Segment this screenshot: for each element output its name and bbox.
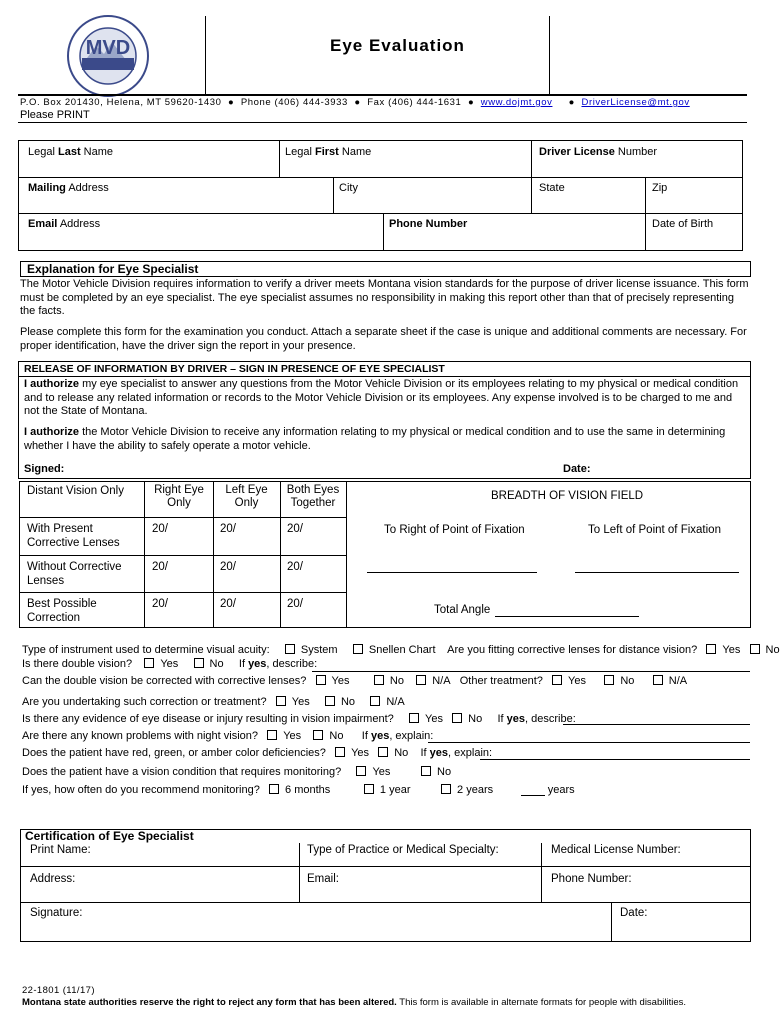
with-lenses-both[interactable]: 20/ [287, 523, 303, 535]
practice-field[interactable]: Type of Practice or Medical Specialty: [307, 844, 499, 856]
zip-field[interactable]: Zip [652, 182, 668, 194]
cert-phone-field[interactable]: Phone Number: [551, 873, 632, 885]
cert-address-field[interactable]: Address: [30, 873, 76, 885]
breadth-title: BREADTH OF VISION FIELD [491, 490, 644, 502]
col-left-eye: Left Eye Only [225, 484, 268, 509]
custom-years-input[interactable] [521, 786, 545, 796]
release-para-1: I authorize my eye specialist to answer any questions from the Motor Vehicle Division or its employees relating to my physical or medical condition and to release any related information or records to the Motor Vehicle Division or its employees. Any expense involved is to be charged to me and not the State of Montana. [24, 378, 739, 417]
other-treatment-na-checkbox[interactable] [653, 675, 663, 685]
signed-field[interactable]: Signed: [24, 463, 65, 475]
dob-field[interactable]: Date of Birth [652, 218, 714, 230]
night-vision-explain-input[interactable] [428, 742, 750, 743]
page-title: Eye Evaluation [330, 36, 465, 55]
question-double-correction: Can the double vision be corrected with corrective lenses? Yes No N/A Other treatment? Yes No N/A [22, 675, 688, 687]
double-correct-na-checkbox[interactable] [416, 675, 426, 685]
double-vision-describe-input[interactable] [312, 671, 750, 672]
fitting-yes-checkbox[interactable] [706, 644, 716, 654]
print-note: Please PRINT [20, 109, 90, 121]
without-lenses-right[interactable]: 20/ [152, 561, 168, 573]
cert-signature-field[interactable]: Signature: [30, 907, 83, 919]
last-name-field[interactable]: Legal Last Name [28, 146, 114, 158]
website-link[interactable]: www.dojmt.gov [480, 97, 553, 108]
address-text: P.O. Box 201430, Helena, MT 59620-1430 [20, 97, 222, 108]
fax-text: Fax (406) 444-1631 [367, 97, 462, 108]
left-of-fixation-input[interactable] [575, 572, 739, 573]
system-checkbox[interactable] [285, 644, 295, 654]
night-vision-yes-checkbox[interactable] [267, 730, 277, 740]
double-vision-yes-checkbox[interactable] [144, 658, 154, 668]
best-correction-right[interactable]: 20/ [152, 598, 168, 610]
city-field[interactable]: City [339, 182, 358, 194]
medical-license-field[interactable]: Medical License Number: [551, 844, 681, 856]
double-correct-no-checkbox[interactable] [374, 675, 384, 685]
release-para-2: I authorize the Motor Vehicle Division to receive any information relating to my physical or medical condition and to use the same in determining whether I have the ability to safely operate a motor vehicle. [24, 426, 726, 452]
double-correct-yes-checkbox[interactable] [316, 675, 326, 685]
double-vision-no-checkbox[interactable] [194, 658, 204, 668]
mailing-address-field[interactable]: Mailing Address [28, 182, 109, 194]
night-vision-no-checkbox[interactable] [313, 730, 323, 740]
certification-heading: Certification of Eye Specialist [25, 829, 194, 843]
eye-disease-describe-input[interactable] [563, 724, 750, 725]
col-distant-vision: Distant Vision Only [27, 485, 124, 497]
email-link[interactable]: DriverLicense@mt.gov [581, 97, 690, 108]
undertaking-na-checkbox[interactable] [370, 696, 380, 706]
undertaking-yes-checkbox[interactable] [276, 696, 286, 706]
cert-date-field[interactable]: Date: [620, 907, 648, 919]
print-name-field[interactable]: Print Name: [30, 844, 91, 856]
with-lenses-right[interactable]: 20/ [152, 523, 168, 535]
without-lenses-left[interactable]: 20/ [220, 561, 236, 573]
right-of-fixation-input[interactable] [367, 572, 537, 573]
total-angle-label: Total Angle [434, 604, 491, 616]
question-monitoring: Does the patient have a vision condition that requires monitoring? Yes No [22, 766, 452, 778]
explanation-para-1: The Motor Vehicle Division requires information to verify a driver meets Montana vision standards for the purpose of driver license issuance. This form must be completed by an eye specialist. The eye specialist assumes no responsibility in making this report other than that of precisely representing the facts. [20, 278, 749, 317]
eye-disease-yes-checkbox[interactable] [409, 713, 419, 723]
mvd-seal-icon [66, 14, 150, 98]
six-months-checkbox[interactable] [269, 784, 279, 794]
two-years-checkbox[interactable] [441, 784, 451, 794]
question-undertaking: Are you undertaking such correction or treatment? Yes No N/A [22, 696, 405, 708]
total-angle-input[interactable] [495, 616, 639, 617]
question-night-vision: Are there any known problems with night vision? Yes No If yes, explain: [22, 730, 434, 742]
license-number-field[interactable]: Driver License Number [539, 146, 658, 158]
with-lenses-left[interactable]: 20/ [220, 523, 236, 535]
color-explain-input[interactable] [480, 759, 750, 760]
question-instrument: Type of instrument used to determine visual acuity: System Snellen Chart Are you fitting corrective lenses for distance vision? Yes No [22, 644, 780, 656]
question-color-deficiency: Does the patient have red, green, or amber color deficiencies? Yes No If yes, explain: [22, 747, 493, 759]
snellen-checkbox[interactable] [353, 644, 363, 654]
release-heading: RELEASE OF INFORMATION BY DRIVER – SIGN IN PRESENCE OF EYE SPECIALIST [24, 363, 445, 375]
cert-email-field[interactable]: Email: [307, 873, 339, 885]
other-treatment-no-checkbox[interactable] [604, 675, 614, 685]
undertaking-no-checkbox[interactable] [325, 696, 335, 706]
without-lenses-both[interactable]: 20/ [287, 561, 303, 573]
svg-text:MVD: MVD [85, 37, 131, 59]
first-name-field[interactable]: Legal First Name [285, 146, 372, 158]
question-monitoring-frequency: If yes, how often do you recommend monitoring? 6 months 1 year 2 years years [22, 784, 575, 796]
color-yes-checkbox[interactable] [335, 747, 345, 757]
contact-line: P.O. Box 201430, Helena, MT 59620-1430 ● Phone (406) 444-3933 ● Fax (406) 444-1631 ● www.dojmt.gov ● DriverLicense@mt.gov [20, 97, 690, 108]
col-both-eyes: Both Eyes Together [286, 484, 340, 509]
state-field[interactable]: State [539, 182, 565, 194]
explanation-heading: Explanation for Eye Specialist [27, 262, 199, 276]
best-correction-both[interactable]: 20/ [287, 598, 303, 610]
footer-notice: Montana state authorities reserve the right to reject any form that has been altered. This form is available in alternate formats for people with disabilities. [22, 997, 687, 1008]
best-correction-left[interactable]: 20/ [220, 598, 236, 610]
question-double-vision: Is there double vision? Yes No If yes, describe: [22, 658, 318, 670]
row-label-without-lenses: Without Corrective Lenses [27, 561, 122, 587]
phone-number-field[interactable]: Phone Number [389, 218, 468, 230]
form-number: 22-1801 (11/17) [22, 985, 95, 996]
explanation-para-2: Please complete this form for the examination you conduct. Attach a separate sheet if the case is unique and additional comments are necessary. For proper identification, have the driver sign the report in your presence. [20, 326, 747, 352]
left-of-fixation-label: To Left of Point of Fixation [588, 524, 721, 536]
row-label-with-lenses: With Present Corrective Lenses [27, 523, 120, 549]
row-label-best-correction: Best Possible Correction [27, 598, 97, 624]
other-treatment-yes-checkbox[interactable] [552, 675, 562, 685]
col-right-eye: Right Eye Only [154, 484, 204, 509]
monitoring-no-checkbox[interactable] [421, 766, 431, 776]
monitoring-yes-checkbox[interactable] [356, 766, 366, 776]
eye-disease-no-checkbox[interactable] [452, 713, 462, 723]
release-date-field[interactable]: Date: [563, 463, 591, 475]
right-of-fixation-label: To Right of Point of Fixation [384, 524, 525, 536]
fitting-no-checkbox[interactable] [750, 644, 760, 654]
question-eye-disease: Is there any evidence of eye disease or injury resulting in vision impairment? Yes No If yes, describe: [22, 713, 576, 725]
phone-text: Phone (406) 444-3933 [240, 97, 348, 108]
color-no-checkbox[interactable] [378, 747, 388, 757]
one-year-checkbox[interactable] [364, 784, 374, 794]
mvd-logo [66, 14, 150, 98]
email-address-field[interactable]: Email Address [28, 218, 101, 230]
